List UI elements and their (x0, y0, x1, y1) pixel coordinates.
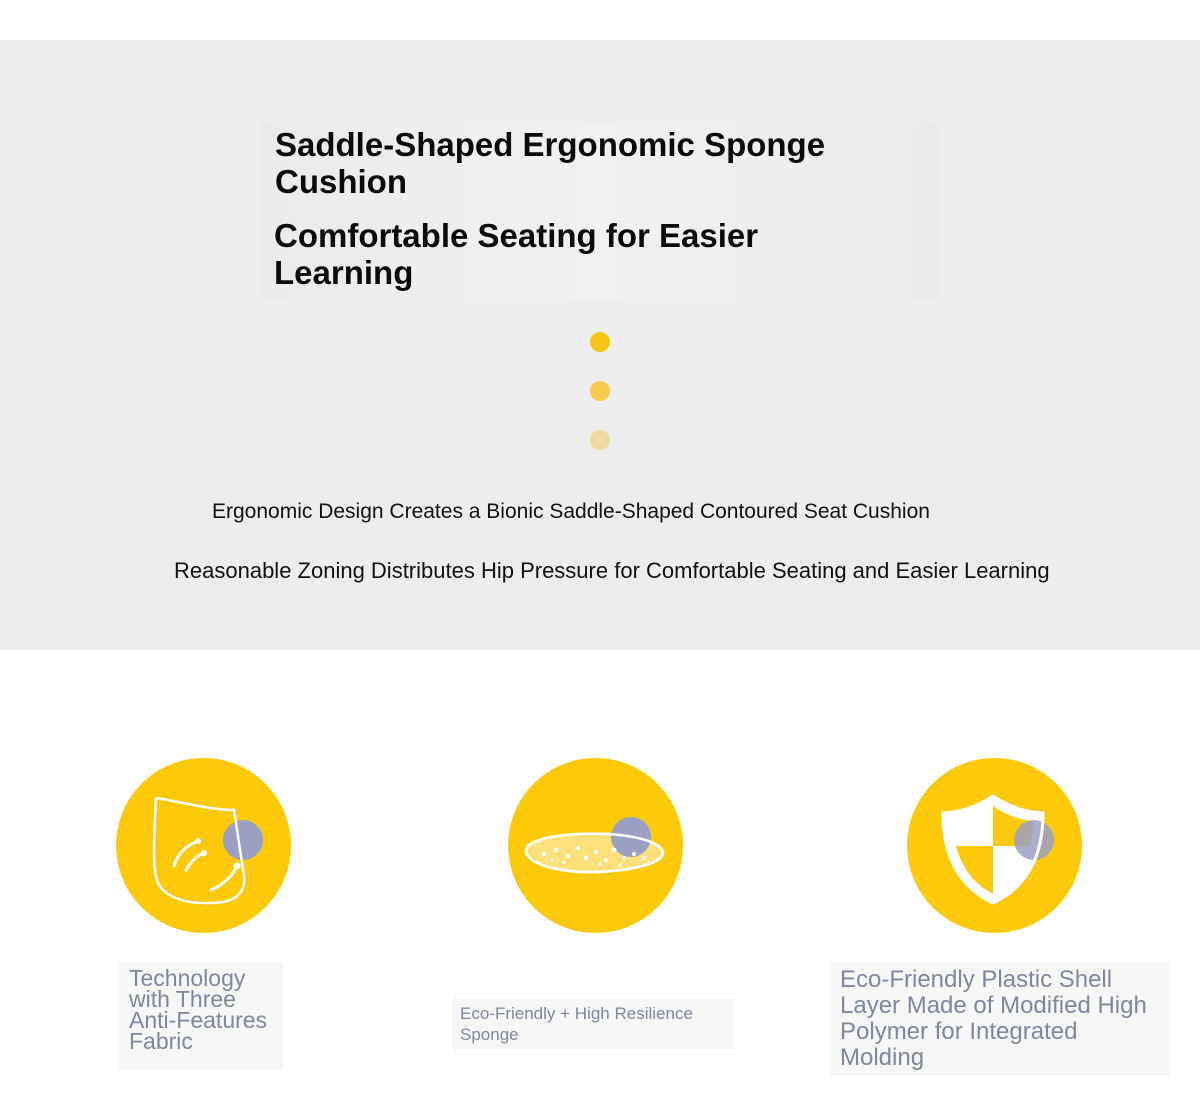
hero-title: Saddle-Shaped Ergonomic Sponge Cushion (275, 126, 826, 200)
decorative-dot (590, 381, 610, 401)
sponge-icon (508, 758, 683, 933)
feature-label-fabric: Technology with Three Anti-Features Fabric (129, 965, 268, 1054)
feature-label-sponge: Eco-Friendly + High Resilience Sponge (460, 1004, 693, 1044)
decorative-dot (590, 430, 610, 450)
hero-title-secondary: Comfortable Seating for Easier Learning (274, 217, 759, 291)
hero-subtitle-1: Ergonomic Design Creates a Bionic Saddle-Shaped Contoured Seat Cushion (212, 500, 930, 523)
feature-label-shell: Eco-Friendly Plastic Shell Layer Made of Modified High Polymer for Integrated Molding (840, 966, 1147, 1071)
decorative-dot (590, 332, 610, 352)
shield-icon (907, 758, 1082, 933)
hero-subtitle-2: Reasonable Zoning Distributes Hip Pressure for Comfortable Seating and Easier Learning (174, 558, 1050, 583)
fabric-icon (116, 758, 291, 933)
